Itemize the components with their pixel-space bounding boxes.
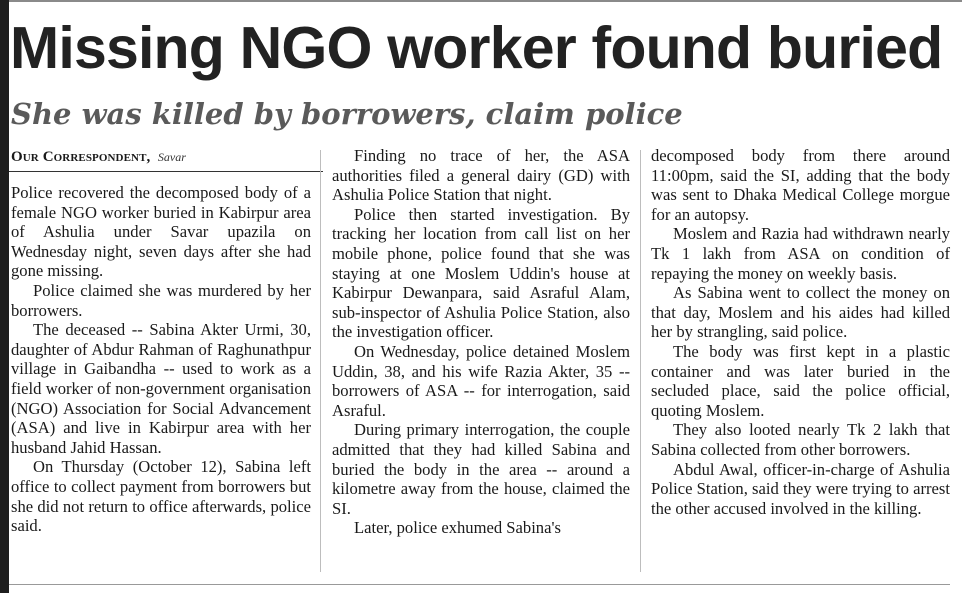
paragraph: Police claimed she was murdered by her borrowers. <box>11 280 311 320</box>
byline-location: Savar <box>157 150 186 164</box>
subheadline: She was killed by borrowers, claim police <box>11 97 683 131</box>
top-edge-rule <box>9 0 962 2</box>
paragraph: On Wednesday, police detained Moslem Uddin, 38, and his wife Razia Akter, 35 -- borrowers of ASA -- for interrogation, said Asraful. <box>332 341 630 420</box>
headline: Missing NGO worker found buried <box>10 15 943 81</box>
column-divider <box>320 150 321 572</box>
paragraph: Abdul Awal, officer-in-charge of Ashulia Police Station, said they were trying to arrest the other accused involved in the killing. <box>651 459 950 518</box>
bottom-rule <box>9 584 950 585</box>
paragraph: Finding no trace of her, the ASA authorities filed a general dairy (GD) with Ashulia Police Station that night. <box>332 146 630 205</box>
article-column-2 <box>332 146 630 538</box>
paragraph: decomposed body from there around 11:00pm, said the SI, adding that the body was sent to Dhaka Medical College morgue for an autopsy. <box>651 146 950 224</box>
paragraph: Moslem and Razia had withdrawn nearly Tk 1 lakh from ASA on condition of repaying the money on weekly basis. <box>651 224 950 283</box>
paragraph: Police recovered the decomposed body of a female NGO worker buried in Kabirpur area of Ashulia under Savar upazila on Wednesday night, seven days after she had gone missing. <box>11 183 311 281</box>
paragraph: Later, police exhumed Sabina's <box>354 518 561 538</box>
paragraph: As Sabina went to collect the money on that day, Moslem and his aides had killed her by strangling, said police. <box>651 283 950 342</box>
byline <box>11 147 323 168</box>
paragraph: The body was first kept in a plastic container and was later buried in the secluded place, said the police official, quoting Moslem. <box>651 341 950 420</box>
paragraph: On Thursday (October 12), Sabina left office to collect payment from borrowers but she did not return to office afterwards, police said. <box>11 457 311 536</box>
paragraph: During primary interrogation, the couple admitted that they had killed Sabina and buried the body in the area -- around a kilometre away from the house, claimed the SI. <box>332 420 630 518</box>
paragraph: They also looted nearly Tk 2 lakh that Sabina collected from other borrowers. <box>651 420 950 459</box>
paragraph: The deceased -- Sabina Akter Urmi, 30, daughter of Abdur Rahman of Raghunathpur village in Gaibandha -- used to work as a field worker of non-government organisation (NGO) Association for Social Advancement (ASA) and live in Kabirpur area with her husband Jahid Hassan. <box>11 320 311 457</box>
column-divider <box>640 150 641 572</box>
byline-author: Our Correspondent, <box>11 149 151 165</box>
paragraph: Police then started investigation. By tracking her location from call list on her mobile phone, police found that she was staying at one Moslem Uddin's house at Kabirpur Dewanpara, said Asraful Alam, sub-inspector of Ashulia Police Station, also the investigation officer. <box>332 204 630 342</box>
article-column-3 <box>651 146 950 518</box>
byline-rule <box>9 171 323 172</box>
article-column-1 <box>11 183 311 536</box>
left-edge-rule <box>0 0 9 593</box>
